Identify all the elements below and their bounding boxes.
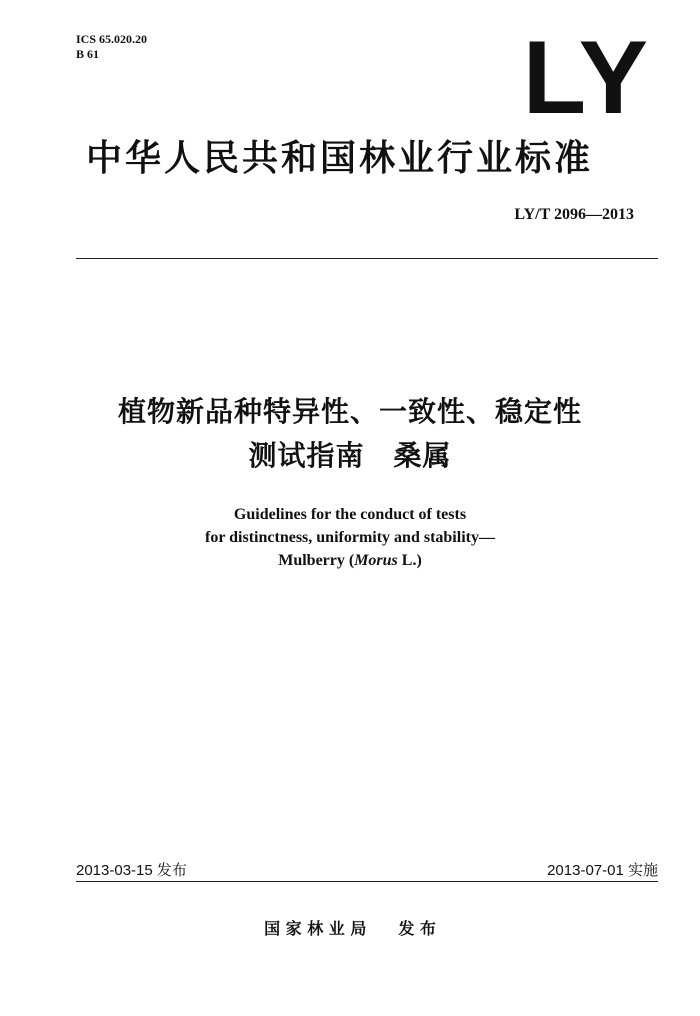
header-divider (76, 258, 658, 259)
chinese-title-line-2: 测试指南 桑属 (248, 439, 452, 472)
issuing-authority: 国 家 林 业 局 发 布 (264, 919, 436, 938)
issue-date: 2013-03-15 发布 (76, 862, 187, 879)
english-title (0, 503, 700, 572)
ccs-code: B 61 (76, 47, 100, 61)
english-title-prefix: Mulberry ( (278, 552, 355, 569)
english-title-line-1: Guidelines for the conduct of tests (233, 506, 467, 523)
ics-code: ICS 65.020.20 (76, 32, 148, 46)
footer-divider (76, 881, 658, 882)
ly-logo: LY (522, 20, 650, 136)
chinese-title-line-1: 植物新品种特异性、一致性、稳定性 (117, 395, 582, 428)
latin-genus-name: Morus (354, 552, 398, 569)
english-title-line-3 (0, 549, 700, 572)
standard-number: LY/T 2096—2013 (514, 206, 634, 223)
english-title-line-2: for distinctness, uniformity and stability— (205, 529, 495, 546)
chinese-title (0, 390, 700, 478)
classification-codes (76, 32, 147, 62)
implementation-date: 2013-07-01 实施 (547, 862, 658, 879)
english-title-suffix: L.) (397, 552, 422, 569)
standard-title: 中华人民共和国林业行业标准 (86, 138, 594, 179)
